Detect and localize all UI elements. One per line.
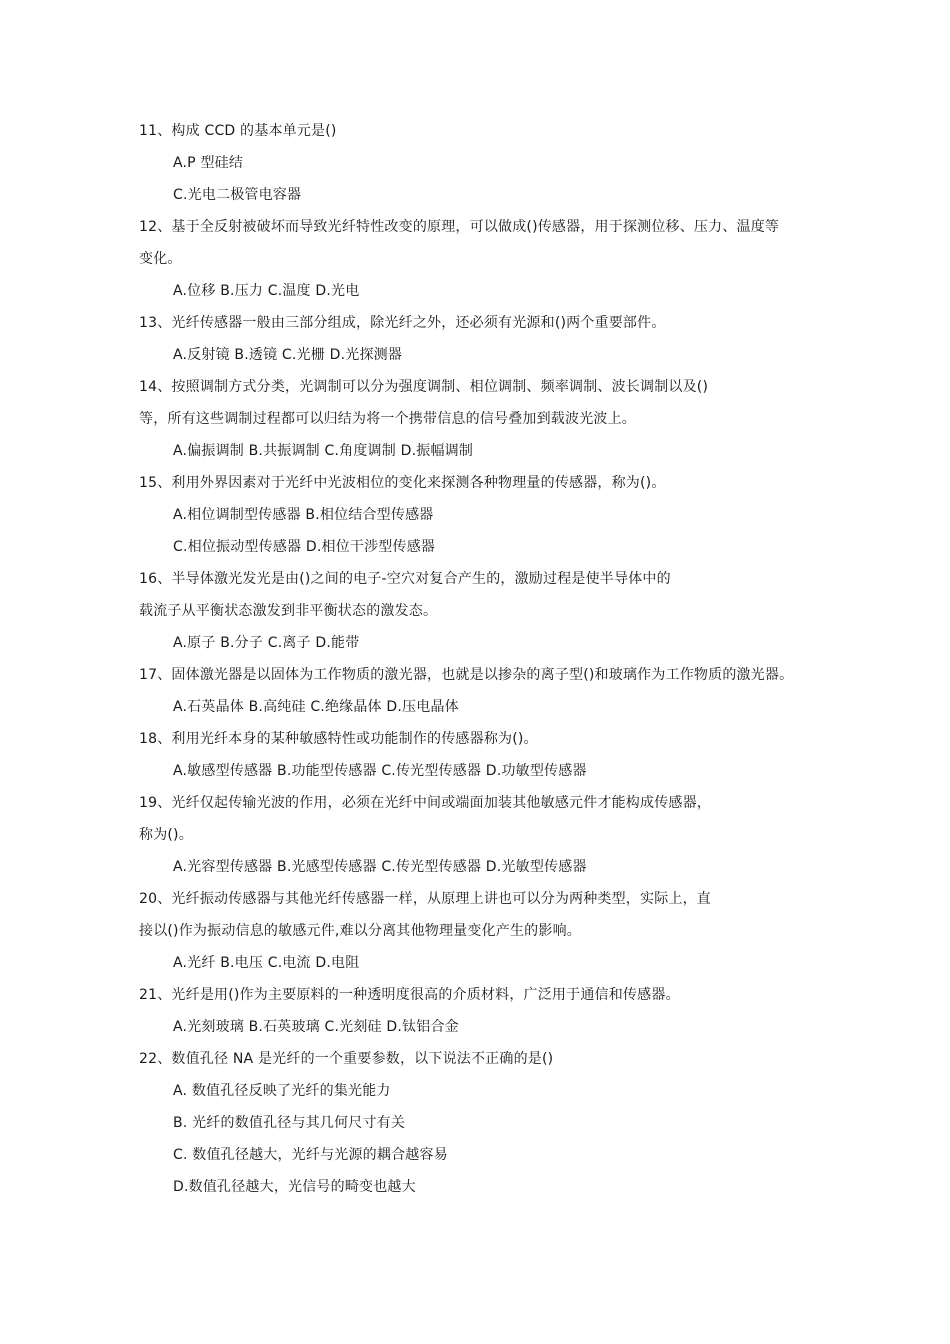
question-16-options: A.原子 B.分子 C.离子 D.能带 [173, 635, 360, 651]
question-21-text: 21、光纤是用()作为主要原料的一种透明度很高的介质材料，广泛用于通信和传感器。 [139, 987, 680, 1003]
question-19-text-continued: 称为()。 [139, 827, 193, 843]
question-22-option-a: A. 数值孔径反映了光纤的集光能力 [173, 1083, 391, 1099]
question-13-options: A.反射镜 B.透镜 C.光栅 D.光探测器 [173, 347, 403, 363]
question-14-options: A.偏振调制 B.共振调制 C.角度调制 D.振幅调制 [173, 443, 474, 459]
question-15-option-line: A.相位调制型传感器 B.相位结合型传感器 [173, 507, 434, 523]
question-12-text-continued: 变化。 [139, 251, 182, 267]
question-19-options: A.光容型传感器 B.光感型传感器 C.传光型传感器 D.光敏型传感器 [173, 859, 587, 875]
question-17-options: A.石英晶体 B.高纯硅 C.绝缘晶体 D.压电晶体 [173, 699, 459, 715]
question-18-text: 18、利用光纤本身的某种敏感特性或功能制作的传感器称为()。 [139, 731, 538, 747]
question-11-text: 11、构成 CCD 的基本单元是() [139, 123, 337, 139]
question-12-text: 12、基于全反射被破坏而导致光纤特性改变的原理，可以做成()传感器，用于探测位移、压力、温度等 [139, 219, 780, 235]
question-11-option-line: C.光电二极管电容器 [173, 187, 302, 203]
question-12-options: A.位移 B.压力 C.温度 D.光电 [173, 283, 360, 299]
question-16-text-continued: 载流子从平衡状态激发到非平衡状态的激发态。 [139, 603, 438, 619]
question-16-text: 16、半导体激光发光是由()之间的电子-空穴对复合产生的，激励过程是使半导体中的 [139, 571, 671, 587]
question-20-text-continued: 接以()作为振动信息的敏感元件,难以分离其他物理量变化产生的影响。 [139, 923, 581, 939]
question-14-text: 14、按照调制方式分类，光调制可以分为强度调制、相位调制、频率调制、波长调制以及() [139, 379, 709, 395]
question-20-options: A.光纤 B.电压 C.电流 D.电阻 [173, 955, 360, 971]
question-22-option-c: C. 数值孔径越大，光纤与光源的耦合越容易 [173, 1147, 448, 1163]
question-19-text: 19、光纤仅起传输光波的作用，必须在光纤中间或端面加装其他敏感元件才能构成传感器， [139, 795, 712, 811]
question-22-option-b: B. 光纤的数值孔径与其几何尺寸有关 [173, 1115, 406, 1131]
question-18-options: A.敏感型传感器 B.功能型传感器 C.传光型传感器 D.功敏型传感器 [173, 763, 587, 779]
question-22-text: 22、数值孔径 NA 是光纤的一个重要参数，以下说法不正确的是() [139, 1051, 554, 1067]
question-13-text: 13、光纤传感器一般由三部分组成，除光纤之外，还必须有光源和()两个重要部件。 [139, 315, 666, 331]
question-22-option-d: D.数值孔径越大，光信号的畸变也越大 [173, 1179, 416, 1195]
question-11-option-line: A.P 型硅结 [173, 155, 244, 171]
question-15-text: 15、利用外界因素对于光纤中光波相位的变化来探测各种物理量的传感器，称为()。 [139, 475, 666, 491]
question-20-text: 20、光纤振动传感器与其他光纤传感器一样，从原理上讲也可以分为两种类型，实际上，直 [139, 891, 712, 907]
question-21-options: A.光刻玻璃 B.石英玻璃 C.光刻硅 D.钛铝合金 [173, 1019, 459, 1035]
question-14-text-continued: 等，所有这些调制过程都可以归结为将一个携带信息的信号叠加到载波光波上。 [139, 411, 636, 427]
question-15-option-line: C.相位振动型传感器 D.相位干涉型传感器 [173, 539, 436, 555]
question-17-text: 17、固体激光器是以固体为工作物质的激光器，也就是以掺杂的离子型()和玻璃作为工作物质的激光器。 [139, 667, 794, 683]
